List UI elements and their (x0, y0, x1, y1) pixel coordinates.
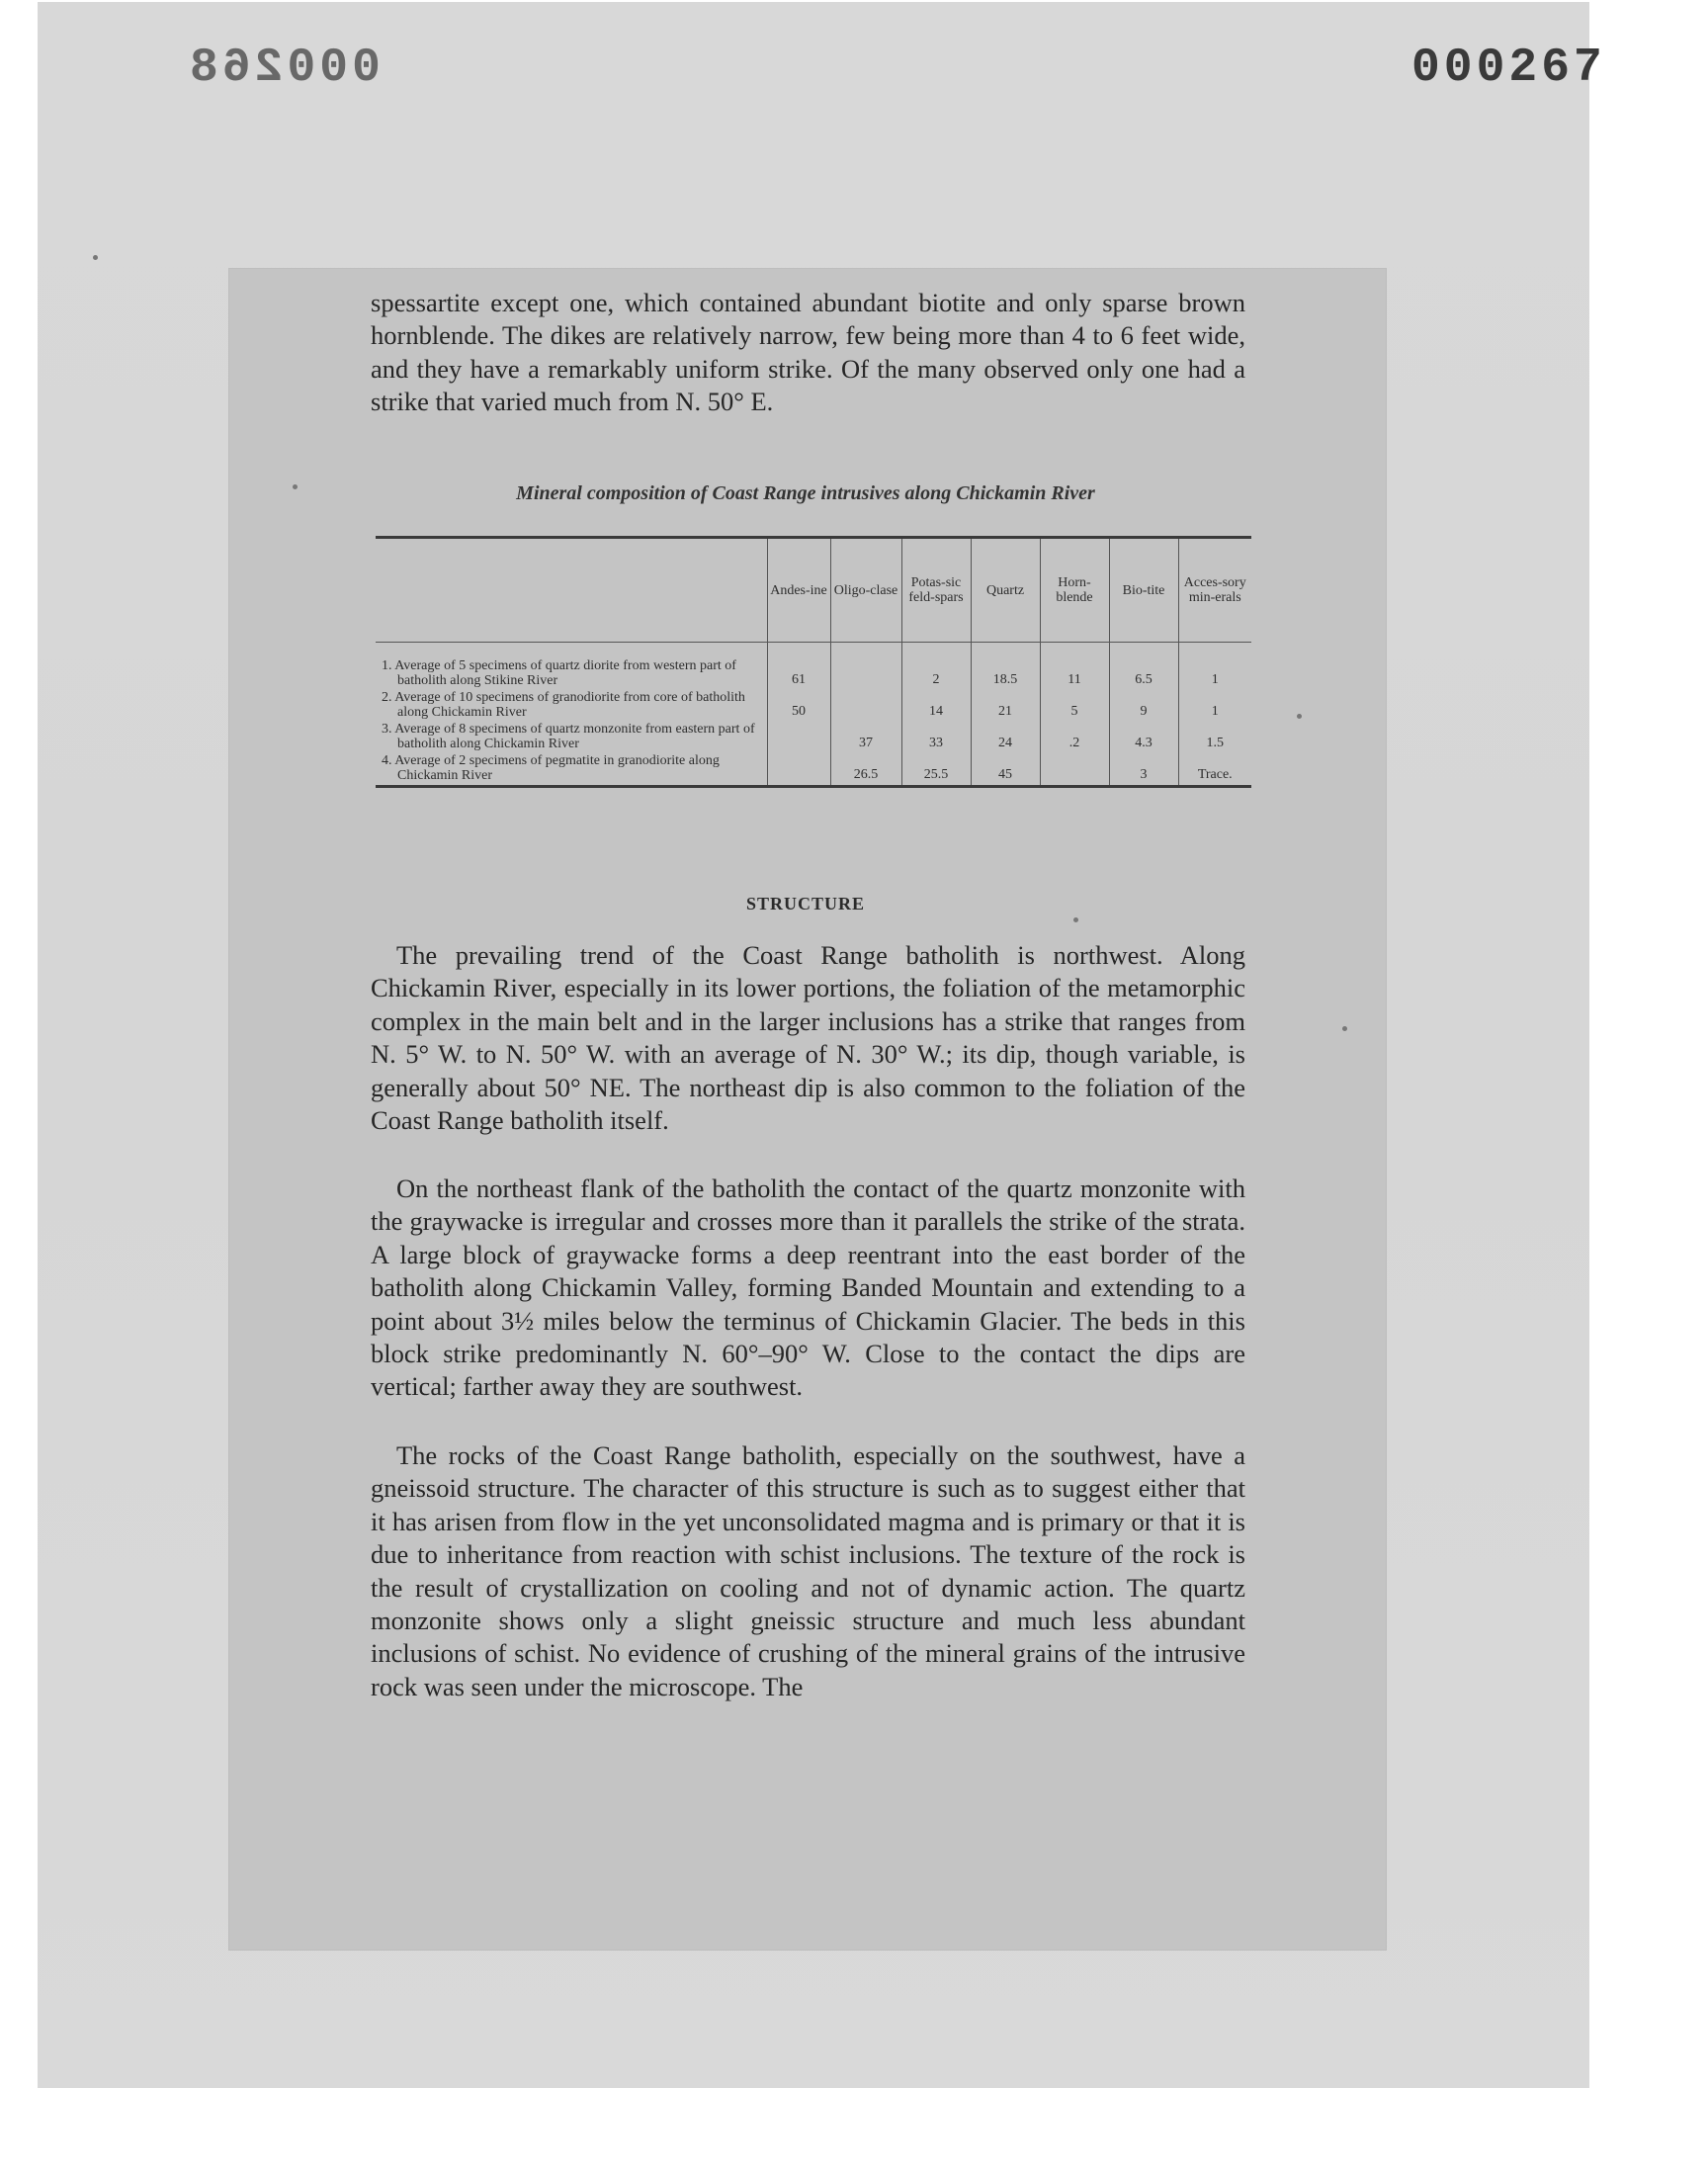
row-label: 4. Average of 2 specimens of pegmatite in granodiorite along Chickamin River (382, 753, 720, 783)
table-cell: 37 (830, 722, 901, 753)
column-header: Potas-sic feld-spars (901, 538, 971, 643)
column-header: Oligo-clase (830, 538, 901, 643)
table-row (376, 722, 1251, 753)
paragraph: The rocks of the Coast Range batholith, especially on the southwest, have a gneissoid structure. The character of this structure is such as to suggest either that it has arisen from flow in the yet unconsolidated magma and is primary or that it is due to inheritance from reaction with schist inclusions. The texture of the rock is the result of crystallization on cooling and not of dynamic action. The quartz monzonite shows only a slight gneissic structure and much less abundant inclusions of schist. No evidence of crushing of the mineral grains of the intrusive rock was seen under the microscope. The (371, 1440, 1245, 1701)
stub-header (376, 538, 767, 643)
page-number-stamp: 000267 (1411, 42, 1606, 95)
table-row (376, 753, 1251, 787)
mineral-composition-table (376, 536, 1251, 788)
table-cell: 1.5 (1178, 722, 1251, 753)
scan-speck (1342, 1026, 1347, 1031)
table-cell: Trace. (1178, 753, 1251, 787)
table-cell (1040, 753, 1109, 787)
intro-paragraph: spessartite except one, which contained abundant biotite and only sparse brown hornblende. The dikes are relatively narrow, few being more than 4 to 6 feet wide, and they have a remarkably uniform strike. Of the many observed only one had a strike that varied much from N. 50° E. (371, 288, 1245, 417)
bleed-through-stamp: 000268 (186, 42, 381, 95)
table-cell: 18.5 (971, 643, 1040, 691)
table-cell: 14 (901, 690, 971, 722)
column-header: Bio-tite (1109, 538, 1178, 643)
table-header-row (376, 538, 1251, 643)
table-row (376, 643, 1251, 691)
table-cell: 33 (901, 722, 971, 753)
table-cell: 3 (1109, 753, 1178, 787)
table-cell (767, 753, 830, 787)
table-cell: 6.5 (1109, 643, 1178, 691)
table-title: Mineral composition of Coast Range intrusives along Chickamin River (516, 482, 1095, 504)
table-cell: 21 (971, 690, 1040, 722)
column-header: Andes-ine (767, 538, 830, 643)
row-label: 3. Average of 8 specimens of quartz monzonite from eastern part of batholith along Chickamin River (382, 722, 755, 751)
row-label: 2. Average of 10 specimens of granodiorite from core of batholith along Chickamin River (382, 690, 745, 720)
column-header: Quartz (971, 538, 1040, 643)
table-cell (830, 643, 901, 691)
table-cell: 24 (971, 722, 1040, 753)
scan-speck (93, 255, 98, 260)
table-row (376, 690, 1251, 722)
table-cell (767, 722, 830, 753)
column-header: Acces-sory min-erals (1178, 538, 1251, 643)
table-cell: 1 (1178, 643, 1251, 691)
table-cell: 25.5 (901, 753, 971, 787)
table-cell: .2 (1040, 722, 1109, 753)
table-cell: 1 (1178, 690, 1251, 722)
paragraph: The prevailing trend of the Coast Range batholith is northwest. Along Chickamin River, especially in its lower portions, the foliation of the metamorphic complex in the main belt and in the larger inclusions has a strike that ranges from N. 5° W. to N. 50° W. with an average of N. 30° W.; its dip, though variable, is generally about 50° NE. The northeast dip is also common to the foliation of the Coast Range batholith itself. (371, 940, 1245, 1136)
table-cell: 45 (971, 753, 1040, 787)
row-label: 1. Average of 5 specimens of quartz diorite from western part of batholith along Stikine River (382, 658, 736, 688)
scan-speck (293, 484, 298, 489)
table-cell: 5 (1040, 690, 1109, 722)
table-cell: 11 (1040, 643, 1109, 691)
section-heading: STRUCTURE (745, 894, 866, 914)
table-cell: 9 (1109, 690, 1178, 722)
table-cell: 4.3 (1109, 722, 1178, 753)
paragraph: On the northeast flank of the batholith the contact of the quartz monzonite with the graywacke is irregular and crosses more than it parallels the strike of the strata. A large block of graywacke forms a deep reentrant into the east border of the batholith along Chickamin Valley, forming Banded Mountain and extending to a point about 3½ miles below the terminus of Chickamin Glacier. The beds in this block strike predominantly N. 60°–90° W. Close to the contact the dips are vertical; farther away they are southwest. (371, 1174, 1245, 1402)
table-cell: 26.5 (830, 753, 901, 787)
scan-speck (1297, 714, 1302, 719)
table-cell: 61 (767, 643, 830, 691)
scan-speck (1073, 917, 1078, 922)
table-cell: 2 (901, 643, 971, 691)
table-cell: 50 (767, 690, 830, 722)
column-header: Horn-blende (1040, 538, 1109, 643)
table-cell (830, 690, 901, 722)
